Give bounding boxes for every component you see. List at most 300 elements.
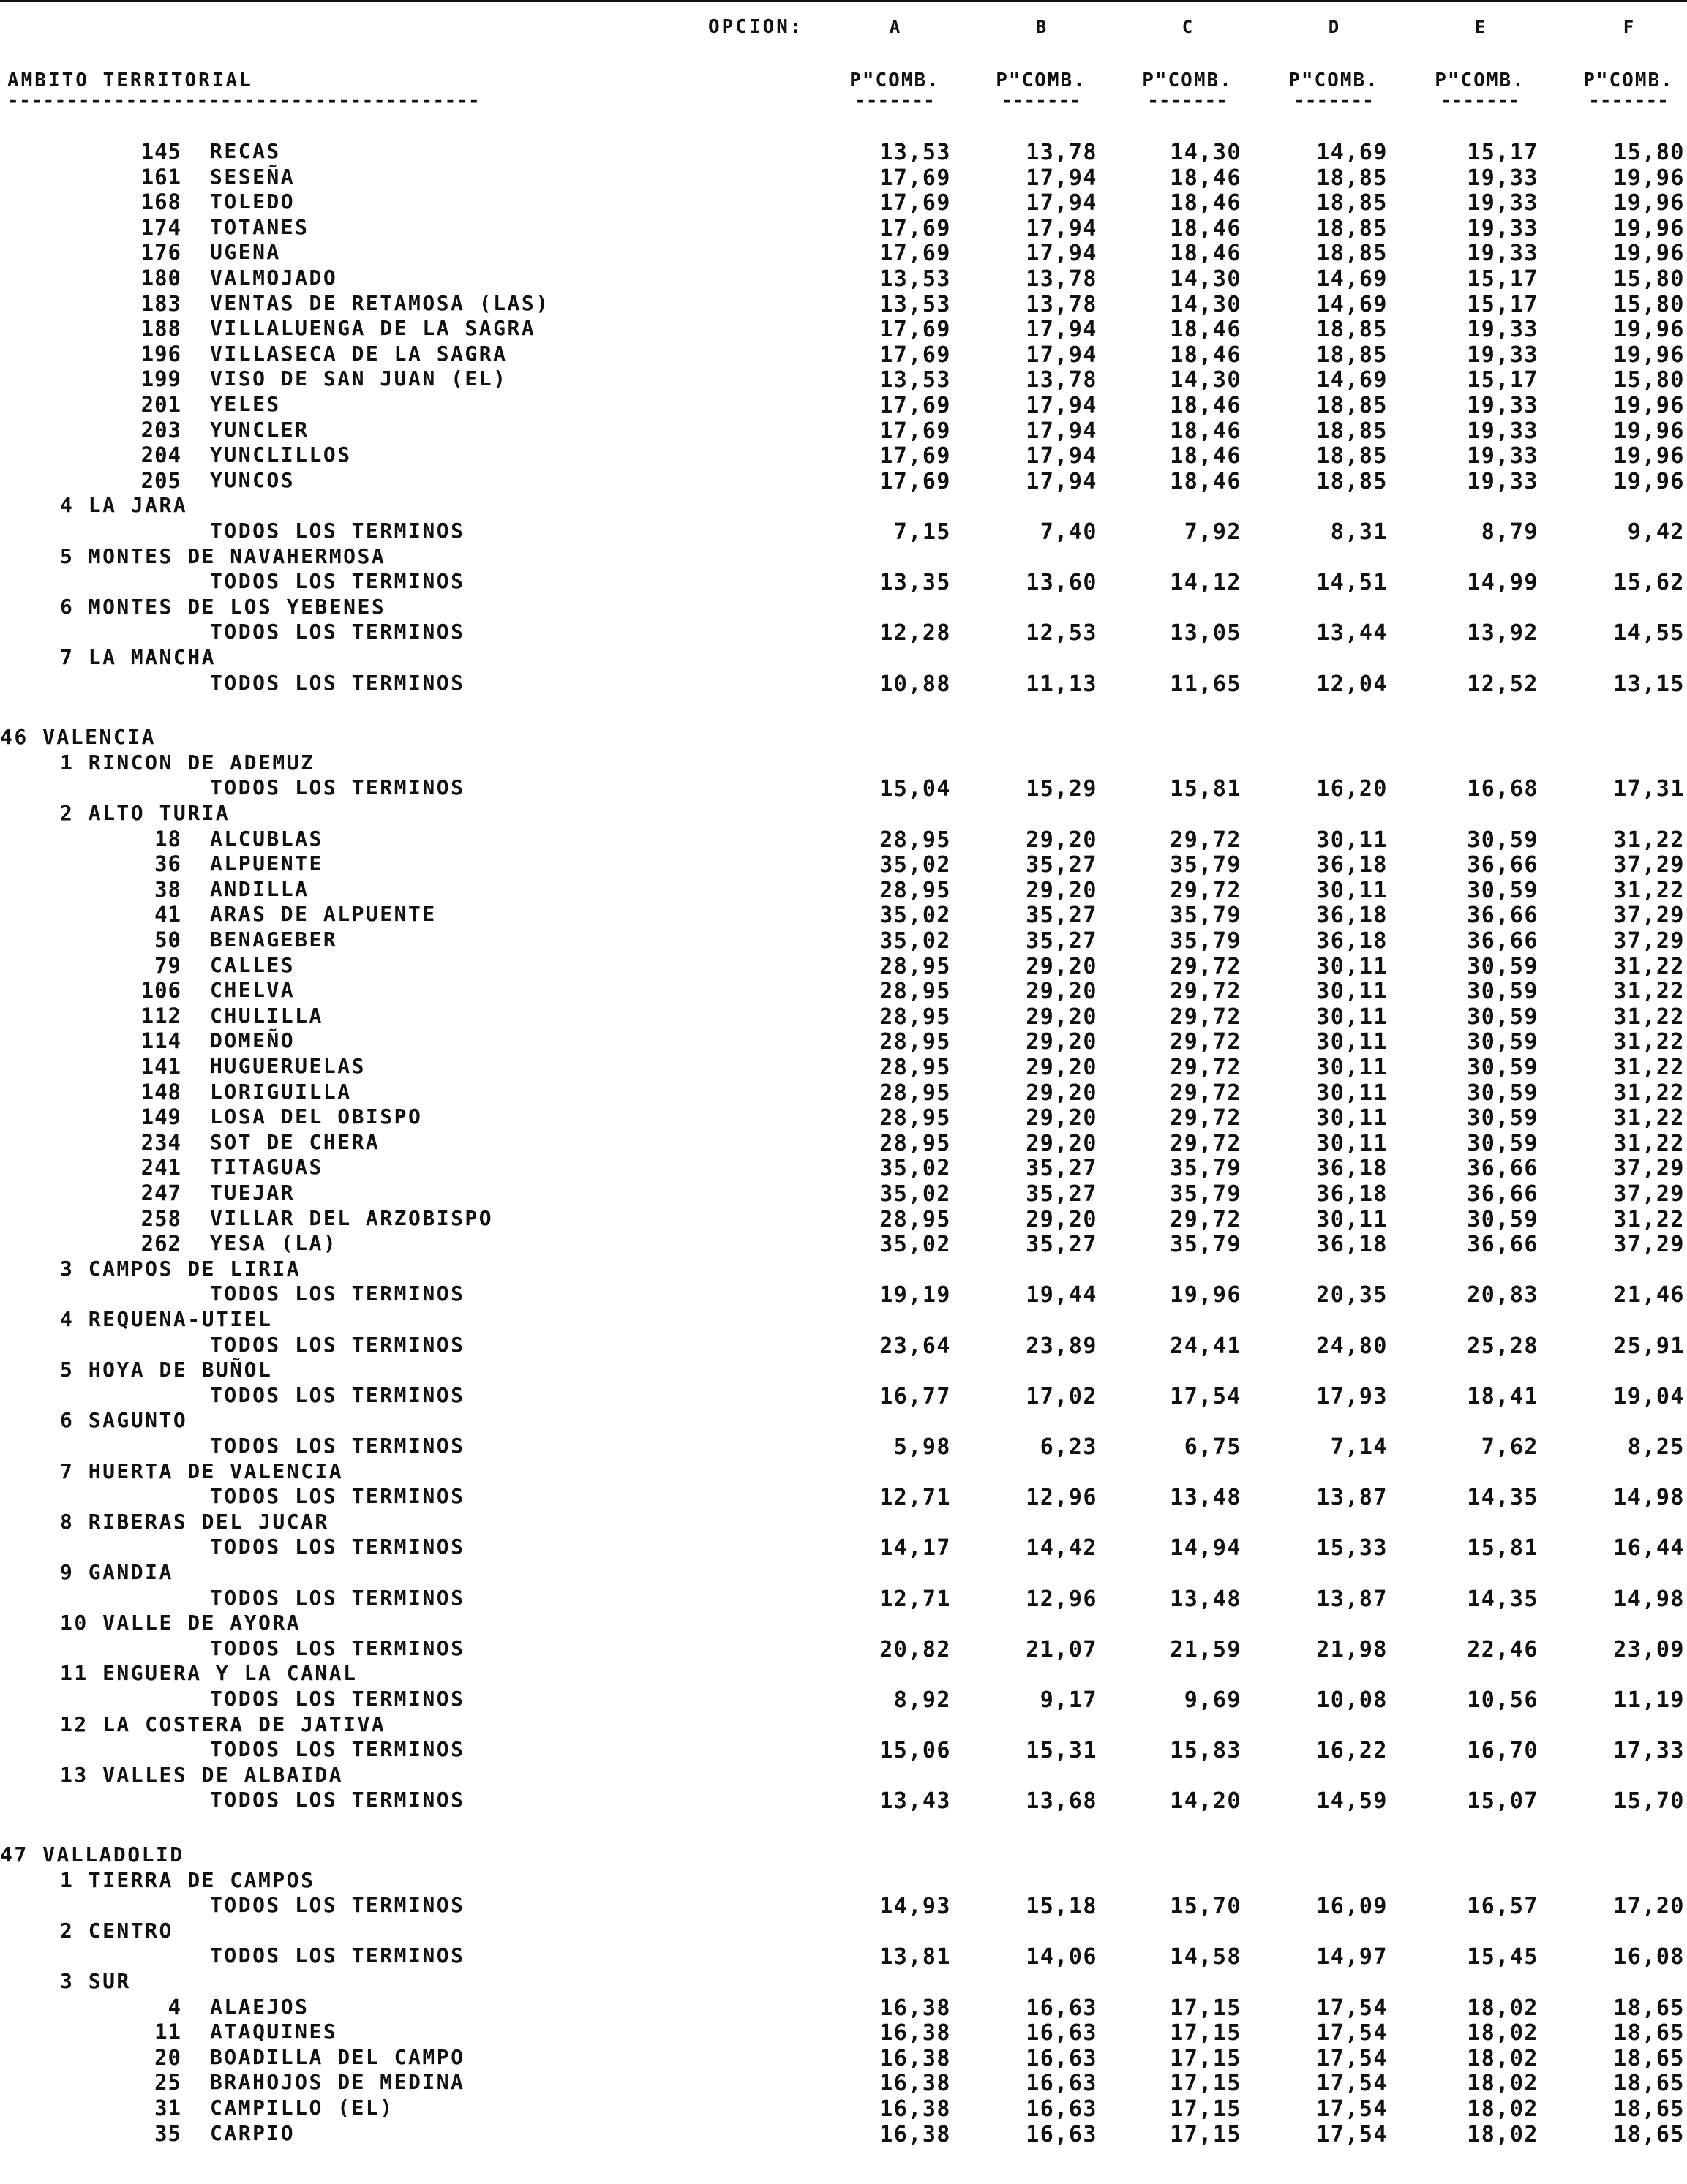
value-cell: 20,83 [1467,1282,1538,1308]
value-cell: 13,78 [1026,291,1097,317]
value-cell: 31,22 [1613,1105,1685,1131]
municipio-name: VILLAR DEL ARZOBISPO [210,1205,494,1230]
column-underline: ------- [1293,90,1374,112]
municipio-code: 35 [154,2120,181,2146]
value-cell: 8,92 [893,1687,951,1713]
table-row [0,1661,1687,1686]
table-row [0,1868,1687,1893]
todos-label: TODOS LOS TERMINOS [210,670,465,695]
value-cell: 12,71 [879,1485,951,1511]
todos-label: TODOS LOS TERMINOS [210,1893,465,1918]
table-row [0,2095,1687,2120]
value-cell: 36,66 [1467,852,1538,878]
municipio-name: VISO DE SAN JUAN (EL) [210,366,508,391]
value-cell: 8,31 [1330,519,1388,545]
value-cell: 18,46 [1170,443,1241,470]
comarca-label: 11 ENGUERA Y LA CANAL [60,1661,358,1686]
value-cell: 31,22 [1613,953,1685,979]
value-cell: 18,85 [1316,241,1388,267]
value-cell: 18,02 [1467,2121,1538,2147]
opcion-label: OPCION: [708,16,804,38]
comarca-label: 8 RIBERAS DEL JUCAR [60,1509,329,1534]
value-cell: 28,95 [879,1055,951,1080]
table-row [0,1206,1687,1231]
table-row [0,1231,1687,1256]
provincia-label: 47 VALLADOLID [0,1842,184,1867]
column-letter: F [1623,17,1634,37]
column-underline: ------- [1147,90,1228,112]
value-cell: 17,69 [879,342,951,368]
value-cell: 31,22 [1613,1055,1685,1080]
value-cell: 30,59 [1467,1080,1538,1106]
value-cell: 30,11 [1316,1105,1388,1131]
table-row [0,1104,1687,1129]
value-cell: 14,59 [1316,1788,1388,1815]
value-cell: 17,15 [1170,2071,1241,2097]
value-cell: 17,94 [1026,190,1097,216]
todos-label: TODOS LOS TERMINOS [210,1332,465,1357]
value-cell: 17,02 [1026,1383,1097,1409]
value-cell: 18,46 [1170,165,1241,191]
value-cell: 28,95 [879,1029,951,1055]
comarca-label: 6 MONTES DE LOS YEBENES [60,594,386,619]
value-cell: 17,54 [1316,1995,1388,2021]
value-cell: 15,06 [879,1738,951,1764]
value-cell: 17,54 [1316,2020,1388,2046]
todos-label: TODOS LOS TERMINOS [210,1382,465,1407]
table-row [0,1763,1687,1788]
value-cell: 17,69 [879,443,951,470]
value-cell: 22,46 [1467,1636,1538,1663]
table-row [0,645,1687,670]
table-row [0,493,1687,518]
value-cell: 16,38 [879,2121,951,2147]
table-row [0,316,1687,341]
value-cell: 30,59 [1467,1130,1538,1156]
value-cell: 16,63 [1026,2096,1097,2122]
value-cell: 10,88 [879,671,951,697]
value-cell: 29,20 [1026,1055,1097,1080]
value-cell: 16,63 [1026,2121,1097,2147]
comarca-label: 10 VALLE DE AYORA [60,1611,301,1635]
value-cell: 16,63 [1026,2045,1097,2071]
value-cell: 19,33 [1467,418,1538,444]
value-cell: 14,98 [1613,1485,1685,1511]
value-cell: 29,20 [1026,877,1097,903]
municipio-code: 50 [154,927,181,952]
table-row [0,544,1687,569]
value-cell: 13,81 [879,1944,951,1970]
municipio-name: ALCUBLAS [210,826,323,851]
value-cell: 13,35 [879,570,951,596]
value-cell: 17,69 [879,468,951,494]
value-cell: 36,66 [1467,928,1538,954]
value-cell: 14,30 [1170,266,1241,292]
column-letter: E [1474,17,1486,37]
column-letter: A [889,17,901,37]
municipio-code: 247 [140,1181,181,1205]
municipio-code: 196 [140,341,181,366]
value-cell: 36,18 [1316,1156,1388,1182]
table-row [0,266,1687,290]
table-row [0,1080,1687,1104]
table-row [0,240,1687,265]
value-cell: 19,44 [1026,1282,1097,1308]
table-row [0,165,1687,189]
table-row [0,725,1687,750]
value-cell: 15,17 [1467,140,1538,165]
table-row [0,569,1687,594]
column-subheader: P"COMB. [1142,69,1233,91]
value-cell: 17,33 [1613,1738,1685,1764]
municipio-code: 174 [140,214,181,240]
value-cell: 30,11 [1316,1206,1388,1232]
municipio-name: ALAEJOS [210,1994,309,2019]
value-cell: 29,72 [1170,826,1241,853]
municipio-code: 180 [140,266,181,290]
value-cell: 8,79 [1481,519,1538,545]
value-cell: 14,93 [879,1894,951,1920]
comarca-label: 1 TIERRA DE CAMPOS [60,1867,315,1892]
municipio-code: 11 [154,2019,181,2045]
value-cell: 18,65 [1613,2045,1685,2071]
value-cell: 19,96 [1613,468,1685,494]
value-cell: 13,78 [1026,367,1097,394]
value-cell: 16,09 [1316,1894,1388,1920]
value-cell: 19,96 [1613,241,1685,267]
value-cell: 13,44 [1316,620,1388,647]
value-cell: 16,63 [1026,1995,1097,2021]
municipio-name: HUGUERUELAS [210,1054,366,1078]
value-cell: 36,18 [1316,1181,1388,1207]
value-cell: 18,85 [1316,418,1388,444]
value-cell: 18,65 [1613,2096,1685,2122]
ambito-underline: ---------------------------------------- [7,90,481,112]
value-cell: 17,94 [1026,418,1097,444]
municipio-name: CALLES [210,952,296,977]
value-cell: 18,46 [1170,241,1241,267]
todos-label: TODOS LOS TERMINOS [210,1484,465,1509]
value-cell: 14,30 [1170,291,1241,317]
value-cell: 13,78 [1026,266,1097,292]
value-cell: 23,64 [879,1333,951,1359]
table-row [0,342,1687,366]
table-row [0,1788,1687,1815]
value-cell: 19,96 [1613,342,1685,368]
todos-label: TODOS LOS TERMINOS [210,1585,465,1610]
value-cell: 18,65 [1613,2020,1685,2046]
value-cell: 30,11 [1316,953,1388,979]
value-cell: 18,46 [1170,393,1241,418]
municipio-code: 4 [168,1994,181,2019]
value-cell: 28,95 [879,1130,951,1156]
value-cell: 15,17 [1467,367,1538,394]
value-cell: 15,18 [1026,1894,1097,1920]
column-underline: ------- [1001,90,1081,112]
value-cell: 17,94 [1026,317,1097,343]
value-cell: 19,33 [1467,317,1538,343]
value-cell: 14,17 [879,1535,951,1562]
municipio-code: 79 [154,952,181,978]
value-cell: 16,22 [1316,1738,1388,1764]
comarca-label: 5 HOYA DE BUÑOL [60,1358,273,1382]
table-row [0,1307,1687,1332]
value-cell: 10,56 [1467,1687,1538,1713]
provincia-label: 46 VALENCIA [0,725,156,750]
table-row [0,1893,1687,1918]
value-cell: 17,94 [1026,165,1097,191]
value-cell: 20,82 [879,1636,951,1663]
table-row [0,1586,1687,1611]
municipio-code: 183 [140,290,181,316]
value-cell: 18,02 [1467,2045,1538,2071]
column-letter: D [1328,17,1340,37]
value-cell: 36,66 [1467,1181,1538,1207]
value-cell: 30,11 [1316,1055,1388,1080]
value-cell: 14,20 [1170,1788,1241,1815]
value-cell: 14,58 [1170,1944,1241,1970]
value-cell: 36,18 [1316,903,1388,929]
value-cell: 16,38 [879,2045,951,2071]
value-cell: 7,14 [1330,1434,1388,1460]
value-cell: 36,18 [1316,852,1388,878]
table-row [0,1333,1687,1358]
value-cell: 17,69 [879,418,951,444]
value-cell: 14,69 [1316,291,1388,317]
value-cell: 15,07 [1467,1788,1538,1815]
todos-label: TODOS LOS TERMINOS [210,1635,465,1660]
value-cell: 18,85 [1316,317,1388,343]
value-cell: 14,06 [1026,1944,1097,1970]
value-cell: 17,54 [1170,1383,1241,1409]
value-cell: 35,79 [1170,1181,1241,1207]
value-cell: 13,53 [879,367,951,394]
value-cell: 15,70 [1170,1894,1241,1920]
table-row [0,519,1687,543]
table-row [0,671,1687,696]
value-cell: 13,53 [879,266,951,292]
municipio-code: 188 [140,316,181,342]
value-cell: 30,11 [1316,1029,1388,1055]
value-cell: 19,96 [1613,443,1685,470]
value-cell: 15,70 [1613,1788,1685,1815]
value-cell: 29,20 [1026,1206,1097,1232]
comarca-label: 3 SUR [60,1969,131,1993]
value-cell: 17,54 [1316,2071,1388,2097]
municipio-name: ALPUENTE [210,851,323,876]
value-cell: 18,85 [1316,443,1388,470]
value-cell: 28,95 [879,826,951,853]
value-cell: 12,96 [1026,1485,1097,1511]
value-cell: 17,15 [1170,2020,1241,2046]
value-cell: 9,69 [1184,1687,1241,1713]
municipio-code: 203 [140,417,181,443]
column-subheader: P"COMB. [1583,69,1674,91]
value-cell: 11,13 [1026,671,1097,697]
value-cell: 30,59 [1467,877,1538,903]
municipio-name: ARAS DE ALPUENTE [210,902,437,927]
table-row [0,1459,1687,1484]
value-cell: 16,20 [1316,776,1388,802]
value-cell: 19,96 [1613,317,1685,343]
value-cell: 13,53 [879,140,951,165]
value-cell: 35,27 [1026,1181,1097,1207]
comarca-label: 4 LA JARA [60,493,188,518]
table-row [0,1408,1687,1433]
value-cell: 14,42 [1026,1535,1097,1562]
value-cell: 12,53 [1026,620,1097,647]
value-cell: 31,22 [1613,979,1685,1005]
value-cell: 30,59 [1467,1029,1538,1055]
value-cell: 16,77 [879,1383,951,1409]
table-row [0,2070,1687,2095]
value-cell: 35,79 [1170,928,1241,954]
value-cell: 15,80 [1613,140,1685,165]
value-cell: 19,33 [1467,165,1538,191]
value-cell: 14,94 [1170,1535,1241,1562]
value-cell: 30,59 [1467,1206,1538,1232]
value-cell: 28,95 [879,1105,951,1131]
value-cell: 16,63 [1026,2071,1097,2097]
value-cell: 8,25 [1627,1434,1685,1460]
table-row [0,953,1687,978]
table-row [0,1054,1687,1079]
value-cell: 14,98 [1613,1586,1685,1612]
table-row [0,1842,1687,1867]
table-row [0,1484,1687,1509]
value-cell: 9,42 [1627,519,1685,545]
ambito-label: AMBITO TERRITORIAL [7,69,253,91]
value-cell: 14,97 [1316,1944,1388,1970]
value-cell: 35,02 [879,928,951,954]
table-row [0,1028,1687,1053]
todos-label: TODOS LOS TERMINOS [210,1687,465,1711]
value-cell: 18,85 [1316,215,1388,241]
value-cell: 19,96 [1170,1282,1241,1308]
value-cell: 15,29 [1026,776,1097,802]
value-cell: 29,72 [1170,877,1241,903]
value-cell: 9,17 [1040,1687,1097,1713]
value-cell: 29,20 [1026,1003,1097,1030]
value-cell: 29,72 [1170,1003,1241,1030]
table-row [0,1257,1687,1281]
value-cell: 14,99 [1467,570,1538,596]
value-cell: 21,46 [1613,1282,1685,1308]
value-cell: 16,63 [1026,2020,1097,2046]
value-cell: 16,68 [1467,776,1538,802]
value-cell: 16,70 [1467,1738,1538,1764]
value-cell: 35,02 [879,852,951,878]
table-row [0,2019,1687,2044]
municipio-name: CHELVA [210,978,296,1003]
todos-label: TODOS LOS TERMINOS [210,1737,465,1762]
municipio-code: 112 [140,1003,181,1028]
todos-label: TODOS LOS TERMINOS [210,1434,465,1458]
value-cell: 13,15 [1613,671,1685,697]
value-cell: 14,69 [1316,367,1388,394]
comarca-label: 2 ALTO TURIA [60,801,230,825]
value-cell: 35,79 [1170,852,1241,878]
value-cell: 15,04 [879,776,951,802]
value-cell: 17,94 [1026,215,1097,241]
municipio-code: 199 [140,366,181,392]
value-cell: 29,72 [1170,979,1241,1005]
municipio-name: UGENA [210,240,281,265]
value-cell: 29,20 [1026,1130,1097,1156]
value-cell: 17,15 [1170,2096,1241,2122]
value-cell: 35,79 [1170,1156,1241,1182]
value-cell: 18,85 [1316,165,1388,191]
column-letter: B [1035,17,1047,37]
municipio-name: TOLEDO [210,189,296,214]
value-cell: 29,20 [1026,953,1097,979]
municipio-name: VALMOJADO [210,266,338,290]
value-cell: 14,12 [1170,570,1241,596]
municipio-code: 168 [140,189,181,215]
value-cell: 37,29 [1613,1232,1685,1258]
value-cell: 19,33 [1467,393,1538,418]
table-row [0,2045,1687,2070]
value-cell: 18,46 [1170,342,1241,368]
value-cell: 12,04 [1316,671,1388,697]
column-subheader: P"COMB. [1435,69,1525,91]
value-cell: 19,96 [1613,215,1685,241]
value-cell: 36,66 [1467,1232,1538,1258]
value-cell: 28,95 [879,1003,951,1030]
value-cell: 25,91 [1613,1333,1685,1359]
value-cell: 24,41 [1170,1333,1241,1359]
value-cell: 17,69 [879,165,951,191]
top-rule [0,0,1687,2]
municipio-code: 31 [154,2095,181,2120]
value-cell: 17,54 [1316,2096,1388,2122]
value-cell: 15,81 [1170,776,1241,802]
table-row [0,595,1687,620]
column-subheader: P"COMB. [849,69,940,91]
municipio-name: TOTANES [210,214,309,239]
todos-label: TODOS LOS TERMINOS [210,775,465,800]
value-cell: 15,45 [1467,1944,1538,1970]
value-cell: 29,20 [1026,1029,1097,1055]
municipio-name: YELES [210,392,281,416]
table-row [0,2121,1687,2146]
value-cell: 30,59 [1467,1055,1538,1080]
municipio-code: 205 [140,467,181,493]
table-row [0,1995,1687,2019]
value-cell: 15,31 [1026,1738,1097,1764]
value-cell: 19,33 [1467,241,1538,267]
value-cell: 13,48 [1170,1586,1241,1612]
value-cell: 5,98 [893,1434,951,1460]
comarca-label: 4 REQUENA-UTIEL [60,1307,273,1331]
value-cell: 17,15 [1170,2121,1241,2147]
value-cell: 35,02 [879,1156,951,1182]
value-cell: 15,80 [1613,367,1685,394]
value-cell: 17,69 [879,241,951,267]
value-cell: 19,96 [1613,393,1685,418]
value-cell: 31,22 [1613,1080,1685,1106]
table-row [0,1181,1687,1205]
column-letter: C [1181,17,1193,37]
value-cell: 37,29 [1613,928,1685,954]
table-row [0,1560,1687,1585]
value-cell: 24,80 [1316,1333,1388,1359]
municipio-name: YESA (LA) [210,1231,338,1256]
value-cell: 6,23 [1040,1434,1097,1460]
municipio-name: SOT DE CHERA [210,1129,380,1154]
comarca-label: 3 CAMPOS DE LIRIA [60,1256,301,1281]
table-row [0,189,1687,214]
